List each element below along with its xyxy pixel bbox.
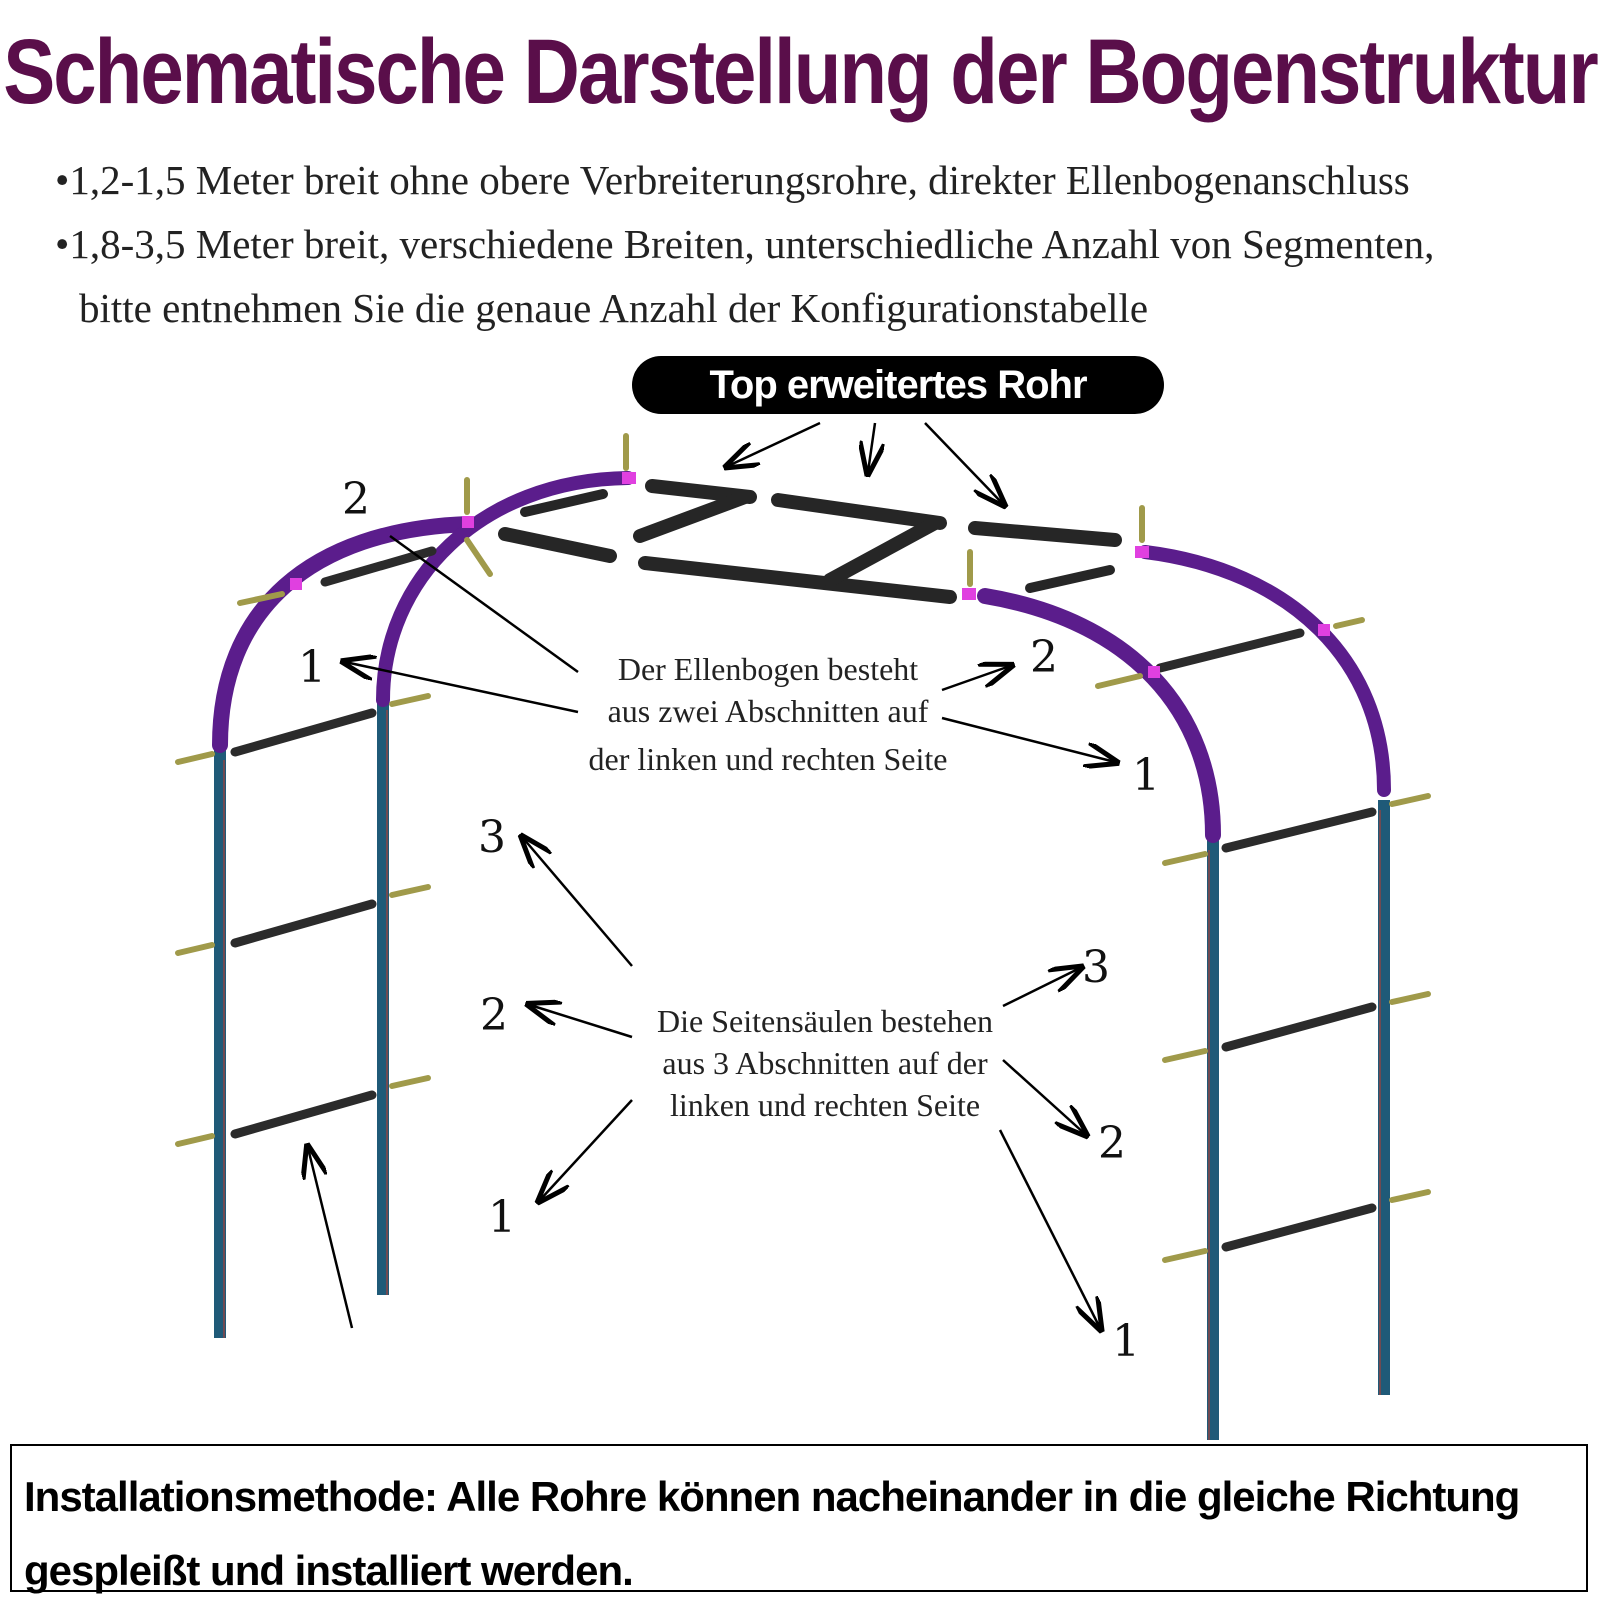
bullet-2: •1,8-3,5 Meter breit, verschiedene Breiten, unterschiedliche Anzahl von Segmenten, [55,221,1435,267]
left-front-column [220,750,224,1338]
column-note [610,1000,1040,1126]
top-extended-tubes [505,486,1115,597]
column-note-line-2: aus 3 Abschnitten auf der [662,1045,988,1081]
column-note-line-1: Die Seitensäulen bestehen [657,1003,993,1039]
installation-note [10,1444,1588,1592]
top-tube-arrows [728,423,1003,504]
label-elbow-right-1: 1 [1132,750,1160,801]
label-col-right-3: 3 [1082,942,1110,993]
column-note-line-3: linken und rechten Seite [669,1087,981,1123]
installation-note-line-2: gespleißt und installiert werden. [24,1547,633,1594]
right-back-column [1380,800,1384,1395]
label-col-left-2: 2 [480,990,508,1041]
elbow-note-line-1: Der Ellenbogen besteht [617,651,919,687]
top-tube-label: Top erweitertes Rohr [632,356,1164,414]
label-col-right-2: 2 [1098,1118,1126,1169]
elbow-note [548,648,988,780]
label-col-right-1: 1 [1112,1316,1140,1367]
elbow-note-line-2: aus zwei Abschnitten auf [607,693,929,729]
installation-note-line-1: Installationsmethode: Alle Rohre können nacheinander in die gleiche Richtung [24,1473,1520,1520]
right-front-column [1209,840,1213,1440]
label-col-left-1: 1 [488,1192,516,1243]
left-rungs [235,551,432,1134]
elbow-note-line-3: der linken und rechten Seite [588,741,948,777]
label-col-left-3: 3 [478,812,506,863]
label-elbow-left-1: 1 [298,642,326,693]
bullet-2-continued: bitte entnehmen Sie die genaue Anzahl der Konfigurationstabelle [79,285,1149,331]
bullet-1: •1,2-1,5 Meter breit ohne obere Verbreiterungsrohre, direkter Ellenbogenanschluss [55,157,1410,203]
label-elbow-left-2: 2 [342,474,370,525]
right-back-elbow [1145,552,1384,790]
right-front-elbow [985,596,1213,835]
left-back-column [383,702,387,1295]
label-elbow-right-2: 2 [1030,632,1058,683]
page-title: Schematische Darstellung der Bogenstruktur [3,19,1597,124]
